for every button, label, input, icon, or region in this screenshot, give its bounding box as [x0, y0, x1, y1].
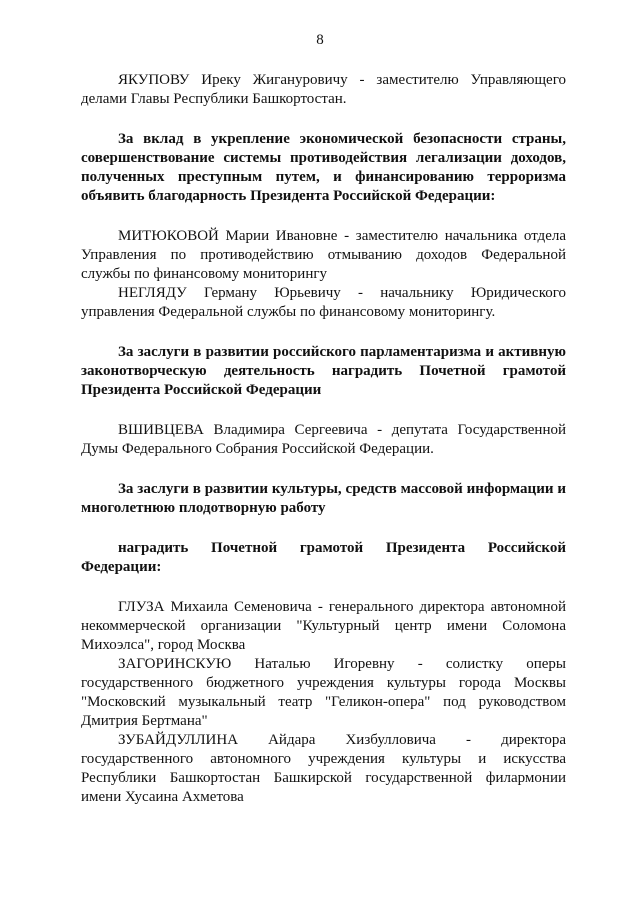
award-entry-yakupov: ЯКУПОВУ Иреку Жигануровичу - заместителю Управляющего делами Главы Республики Башкортостан.: [81, 72, 566, 107]
award-entry-gluz: ГЛУЗА Михаила Семеновича - генерального директора автономной некоммерческой организации "Культурный центр имени Соломона Михоэлса", город Москва: [81, 599, 566, 653]
award-entry-neglyad: НЕГЛЯДУ Герману Юрьевичу - начальнику Юридического управления Федеральной службы по финансовому мониторингу.: [81, 285, 566, 320]
award-heading-parliamentarism: За заслуги в развитии российского парламентаризма и активную законотворческую деятельность наградить Почетной грамотой Президента Российской Федерации: [81, 344, 566, 398]
page-number: 8: [316, 32, 324, 48]
award-entry-mityukova: МИТЮКОВОЙ Марии Ивановне - заместителю начальника отдела Управления по противодействию отмыванию доходов Федеральной службы по финансовому мониторингу: [81, 228, 566, 282]
award-entry-vshivtsev: ВШИВЦЕВА Владимира Сергеевича - депутата Государственной Думы Федерального Собрания Российской Федерации.: [81, 422, 566, 457]
document-body: [81, 71, 566, 807]
award-entry-zubaydullin: ЗУБАЙДУЛЛИНА Айдара Хизбулловича - директора государственного автономного учреждения культуры и искусства Республики Башкортостан Башкирской государственной филармонии имени Хусаина Ахметова: [81, 732, 566, 805]
award-heading-gratitude-financial-security: За вклад в укрепление экономической безопасности страны, совершенствование системы противодействия легализации доходов, полученных преступным путем, и финансированию терроризма объявить благодарность Президента Российской Федерации:: [81, 131, 566, 204]
award-heading-culture-media: За заслуги в развитии культуры, средств массовой информации и многолетнюю плодотворную работу: [81, 481, 566, 516]
award-heading-honorary-certificate: наградить Почетной грамотой Президента Российской Федерации:: [81, 540, 566, 575]
award-entry-zagorinskaya: ЗАГОРИНСКУЮ Наталью Игоревну - солистку оперы государственного бюджетного учреждения культуры города Москвы "Московский музыкальный театр "Геликон-опера" под руководством Дмитрия Бертмана": [81, 656, 566, 729]
